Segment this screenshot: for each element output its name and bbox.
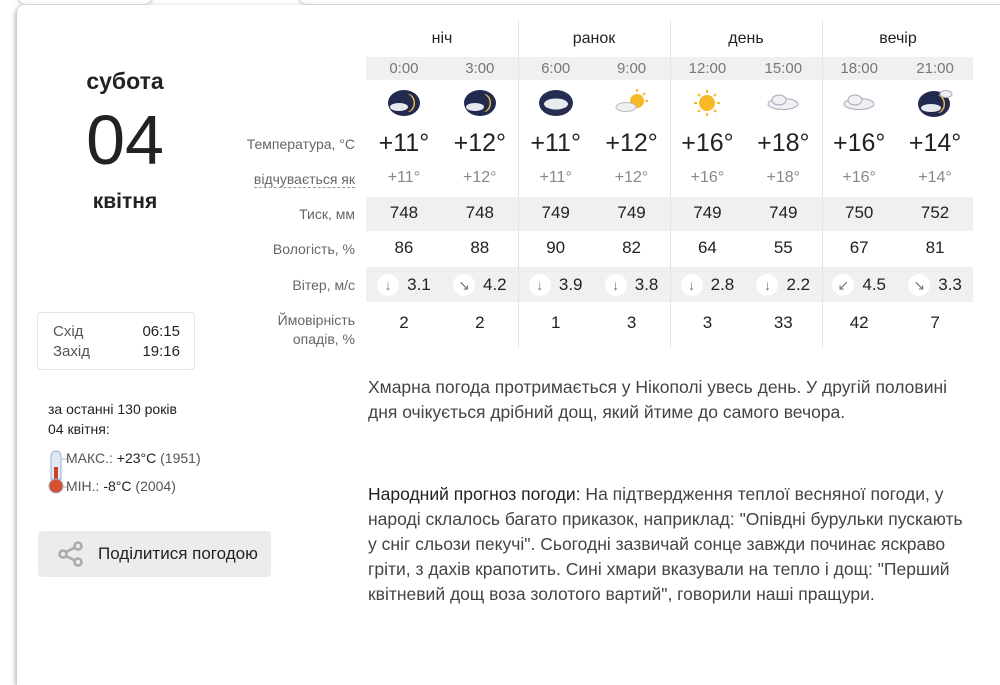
hour-wind	[518, 274, 594, 296]
min-year: (2004)	[135, 478, 176, 494]
sunrise-time: 06:15	[142, 323, 180, 340]
hour-time: 6:00	[541, 60, 571, 77]
label-temperature: Температура, °C	[246, 136, 355, 152]
hour-temp: +14°	[908, 129, 962, 157]
max-value: +23°C	[116, 450, 157, 466]
hour-wind	[670, 274, 746, 296]
hour-precip: 33	[773, 313, 793, 332]
folk-title: Народний прогноз погоди:	[368, 484, 581, 504]
hour-temp: +18°	[757, 129, 810, 157]
hour-pressure: 750	[845, 203, 874, 222]
hour-temp: +11°	[378, 129, 430, 157]
share-icon	[58, 541, 84, 567]
label-humidity: Вологість, %	[272, 241, 355, 257]
period-day: день	[728, 30, 764, 47]
record-min	[66, 478, 176, 494]
hour-humidity: 55	[773, 238, 793, 257]
wind-direction-icon: ↘	[908, 274, 930, 296]
wind-speed: 3.8	[634, 275, 659, 294]
sunny-icon	[670, 88, 746, 125]
max-label: МАКС.:	[66, 450, 113, 466]
row-prec	[366, 313, 973, 333]
row-temp	[366, 129, 973, 158]
min-value: -8°C	[103, 478, 132, 494]
row-wind	[366, 274, 973, 296]
label-precip	[278, 311, 355, 349]
hour-feels: +12°	[614, 169, 649, 186]
history-title	[48, 399, 177, 439]
hour-feels: +16°	[690, 169, 725, 186]
sunset-time: 19:16	[142, 343, 180, 360]
hour-time: 15:00	[764, 60, 803, 77]
hour-wind	[821, 274, 897, 296]
hour-temp: +16°	[681, 129, 734, 157]
wind-speed: 4.5	[862, 275, 886, 294]
hour-pressure: 749	[693, 203, 722, 222]
history-line2: 04 квітня:	[48, 421, 110, 437]
thermometer-icon	[44, 449, 68, 495]
hour-wind	[745, 274, 821, 296]
wind-speed: 2.8	[710, 275, 735, 294]
wind-speed: 3.1	[407, 275, 431, 294]
label-precip-2: опадів, %	[292, 331, 355, 347]
hour-humidity: 67	[849, 238, 869, 257]
hour-time: 0:00	[389, 60, 419, 77]
hour-pressure: 748	[465, 203, 494, 222]
hour-time: 18:00	[840, 60, 878, 77]
label-wind: Вітер, м/с	[292, 277, 355, 293]
record-max	[66, 450, 201, 466]
hour-precip: 42	[849, 313, 869, 332]
sun-times	[37, 312, 195, 370]
hour-wind	[442, 274, 518, 296]
hour-precip: 7	[930, 313, 940, 332]
hour-pressure: 749	[769, 203, 798, 222]
hour-humidity: 88	[470, 238, 490, 257]
min-label: МІН.:	[66, 478, 100, 494]
hour-pressure: 752	[920, 203, 950, 222]
hour-time: 3:00	[465, 60, 495, 77]
hour-wind	[897, 274, 973, 296]
hour-humidity: 86	[394, 238, 414, 257]
hour-pressure: 749	[617, 203, 646, 222]
period-night: ніч	[431, 30, 453, 47]
folk-forecast	[368, 482, 968, 607]
wind-speed: 3.9	[558, 275, 583, 294]
cloudy-icon	[821, 88, 897, 125]
wind-direction-icon: ↓	[529, 274, 551, 296]
hour-precip: 3	[626, 313, 637, 332]
wind-speed: 2.2	[786, 275, 811, 294]
history-line1: за останні 130 років	[48, 401, 177, 417]
wind-direction-icon: ↓	[377, 274, 399, 296]
row-time	[366, 60, 973, 77]
hour-precip: 1	[550, 313, 561, 332]
hour-wind	[594, 274, 670, 296]
hour-temp: +16°	[832, 129, 886, 157]
folk-text: На підтвердження теплої весняної погоди, у народі склалось багато приказок, наприклад: "Опівдні бурульки пускають у сніг сльози пекучі". Сьогодні зазвичай сонце завжди починає яскраво гріти, з дахів крапотить. Сині хмари вказували на тепло і дощ: "Перший квітневий дощ воза золотого вартий", говорили наші пращури.	[368, 484, 963, 604]
wind-direction-icon: ↓	[605, 274, 627, 296]
day-number: 04	[86, 101, 164, 179]
hour-feels: +14°	[918, 169, 952, 186]
sunset-label: Захід	[53, 343, 90, 360]
max-year: (1951)	[160, 450, 201, 466]
hour-precip: 2	[399, 313, 409, 332]
hour-wind	[366, 274, 442, 296]
sunrise-label: Схід	[53, 323, 84, 340]
wind-speed: 4.2	[482, 275, 507, 294]
row-hum	[366, 238, 973, 258]
label-pressure: Тиск, мм	[299, 206, 355, 222]
hour-humidity: 81	[925, 238, 945, 257]
hour-temp: +11°	[530, 129, 581, 157]
hour-feels: +16°	[842, 169, 876, 186]
night-cloudy-rain-icon	[897, 88, 973, 125]
wind-direction-icon: ↘	[453, 274, 475, 296]
hour-feels: +11°	[387, 169, 421, 186]
hour-time: 12:00	[688, 60, 727, 77]
label-feels-like[interactable]: відчувається як	[253, 171, 355, 187]
hour-temp: +12°	[605, 129, 658, 157]
forecast-description: Хмарна погода протримається у Нікополі увесь день. У другій половині дня очікується дрібний дощ, який йтиме до самого вечора.	[368, 377, 948, 422]
share-button[interactable]	[38, 531, 271, 577]
wind-direction-icon: ↓	[756, 274, 778, 296]
month: квітня	[92, 190, 158, 213]
hour-pressure: 749	[541, 203, 570, 222]
hour-pressure: 748	[389, 203, 419, 222]
hour-humidity: 90	[546, 238, 566, 257]
cloudy-icon	[745, 88, 821, 125]
label-precip-1: Ймовірність	[277, 312, 355, 328]
row-feels	[366, 169, 973, 187]
hour-feels: +11°	[539, 169, 572, 186]
share-label: Поділитися погодою	[98, 544, 258, 563]
hour-time: 9:00	[616, 60, 647, 77]
hour-precip: 3	[702, 313, 713, 332]
period-morning: ранок	[572, 30, 616, 47]
period-evening: вечір	[879, 30, 917, 47]
night-overcast-icon	[518, 88, 594, 125]
partly-sunny-icon	[594, 88, 670, 125]
wind-direction-icon: ↓	[681, 274, 703, 296]
hour-temp: +12°	[453, 129, 507, 157]
wind-speed: 3.3	[938, 275, 962, 294]
night-cloudy-icon	[366, 88, 442, 125]
row-icon	[366, 88, 973, 125]
hour-feels: +12°	[463, 169, 497, 186]
hour-humidity: 82	[622, 238, 642, 257]
weekday: субота	[86, 68, 164, 94]
row-press	[366, 203, 973, 223]
hour-time: 21:00	[916, 60, 954, 77]
wind-direction-icon: ↙	[832, 274, 854, 296]
hour-humidity: 64	[697, 238, 717, 257]
hour-feels: +18°	[766, 169, 801, 186]
night-cloudy-icon	[442, 88, 518, 125]
hour-precip: 2	[475, 313, 485, 332]
